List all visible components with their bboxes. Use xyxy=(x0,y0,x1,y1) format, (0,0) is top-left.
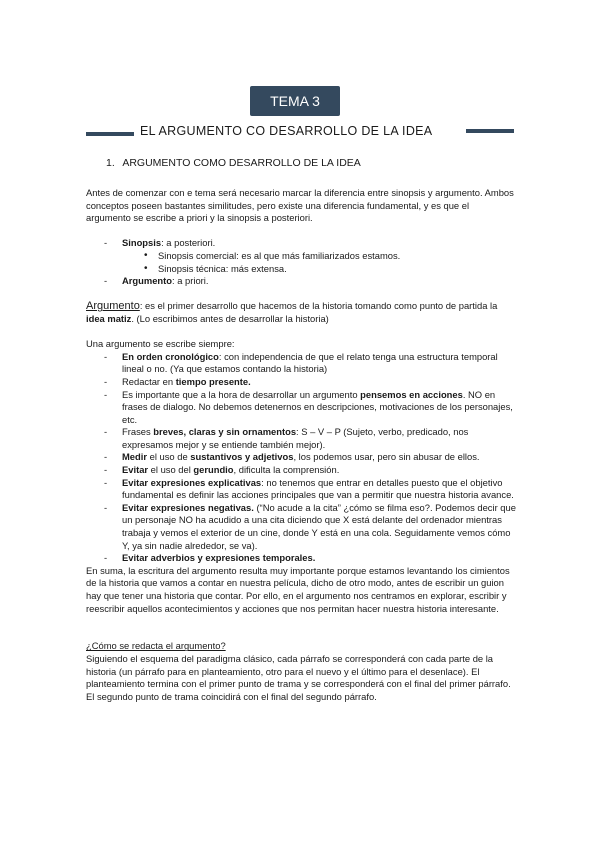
list-item: • Sinopsis técnica: más extensa. xyxy=(86,263,516,276)
question-text: ¿Cómo se redacta el argumento? xyxy=(86,640,226,652)
list-item: - Medir el uso de sustantivos y adjetivos, los podemos usar, pero sin abusar de ellos. xyxy=(86,451,516,464)
list-item: - Es importante que a la hora de desarrollar un argumento pensemos en acciones. NO en frases de dialogo. No debemos detenernos en descripciones, motivaciones de los personajes, etc. xyxy=(86,389,516,427)
list-item: - Evitar expresiones explicativas: no tenemos que entrar en detalles puesto que el objetivo fundamental es definir las acciones principales que van a permitir que nuestra historia avance. xyxy=(86,477,516,502)
summary-paragraph: En suma, la escritura del argumento resulta muy importante porque estamos levantando los cimientos de la historia que vamos a contar en nuestra película, dicho de otro modo, antes de escribir un guion hay que tener una historia que contar. Por ello, en el argumento nos centramos en explorar, escribir y reescribir aquellos acontecimientos y acciones que nos permitan hacer nuestra historia interesante. xyxy=(86,564,510,614)
sinopsis-sublist xyxy=(86,250,516,275)
intro-paragraph: Antes de comenzar con e tema será necesario marcar la diferencia entre sinopsis y argumento. Ambos conceptos poseen bastantes similitudes, pero existe una diferencia fundamental, y es que el argumento se escribe a priori y la sinopsis a posteriori. xyxy=(86,187,514,224)
rules-intro: Una argumento se escribe siempre: xyxy=(86,338,235,350)
section-title: ARGUMENTO COMO DESARROLLO DE LA IDEA xyxy=(122,157,361,169)
definition-bold: idea matiz xyxy=(86,312,132,324)
document-title: EL ARGUMENTO CO DESARROLLO DE LA IDEA xyxy=(140,124,433,138)
sinopsis-label: Sinopsis xyxy=(122,237,162,249)
title-rule-left xyxy=(86,132,134,136)
argumento-text: : a priori. xyxy=(172,275,209,287)
question-heading xyxy=(86,640,516,653)
list-item: • Sinopsis comercial: es al que más familiarizados estamos. xyxy=(86,250,516,263)
answer-paragraph: Siguiendo el esquema del paradigma clásico, cada párrafo se corresponderá con cada parte de la historia (un párrafo para en planteamiento, otro para el nuevo y el último para el desenlace). El planteamiento termina con el primer punto de trama y se corresponderá con el final del primer párrafo. El segundo punto de trama coincidirá con el final del segundo párrafo. xyxy=(86,652,511,702)
rules-list xyxy=(86,351,516,565)
list-item xyxy=(86,275,516,288)
list-item: - Frases breves, claras y sin ornamentos: S – V – P (Sujeto, verbo, predicado, nos expresamos mejor y se entiende también mejor). xyxy=(86,426,516,451)
list-item: - Evitar adverbios y expresiones temporales. xyxy=(86,552,516,565)
list-item: - Redactar en tiempo presente. xyxy=(86,376,516,389)
definition-term: Argumento xyxy=(86,300,140,313)
definition-paragraph xyxy=(86,300,516,325)
list-item xyxy=(86,237,516,275)
section-heading xyxy=(106,156,361,170)
definition-text: : es el primer desarrollo que hacemos de la historia tomando como punto de partida la xyxy=(139,300,498,312)
list-item: - Evitar expresiones negativas. (“No acude a la cita” ¿cómo se filma eso?. Podemos decir que un personaje NO ha acudido a una cita diciendo que X está delante del ordenador mientras trabaja y vemos el exterior de un cine, donde Y está en una cola. Seguidamente vemos cómo Y, ya sin nadie alrededor, se va). xyxy=(86,502,516,552)
list-item: - Evitar el uso del gerundio, dificulta la comprensión. xyxy=(86,464,516,477)
argumento-label: Argumento xyxy=(122,275,172,287)
document-body xyxy=(86,187,516,703)
section-number: 1. xyxy=(106,157,115,169)
list-item: - En orden cronológico: con independencia de que el relato tenga una estructura temporal lineal o no. (Ya que estamos contando la historia) xyxy=(86,351,516,376)
tema-label: TEMA 3 xyxy=(250,86,340,116)
types-list xyxy=(86,237,516,287)
sinopsis-text: : a posteriori. xyxy=(161,237,216,249)
definition-text-end: . (Lo escribimos antes de desarrollar la historia) xyxy=(131,312,329,324)
title-rule-right xyxy=(466,129,514,133)
